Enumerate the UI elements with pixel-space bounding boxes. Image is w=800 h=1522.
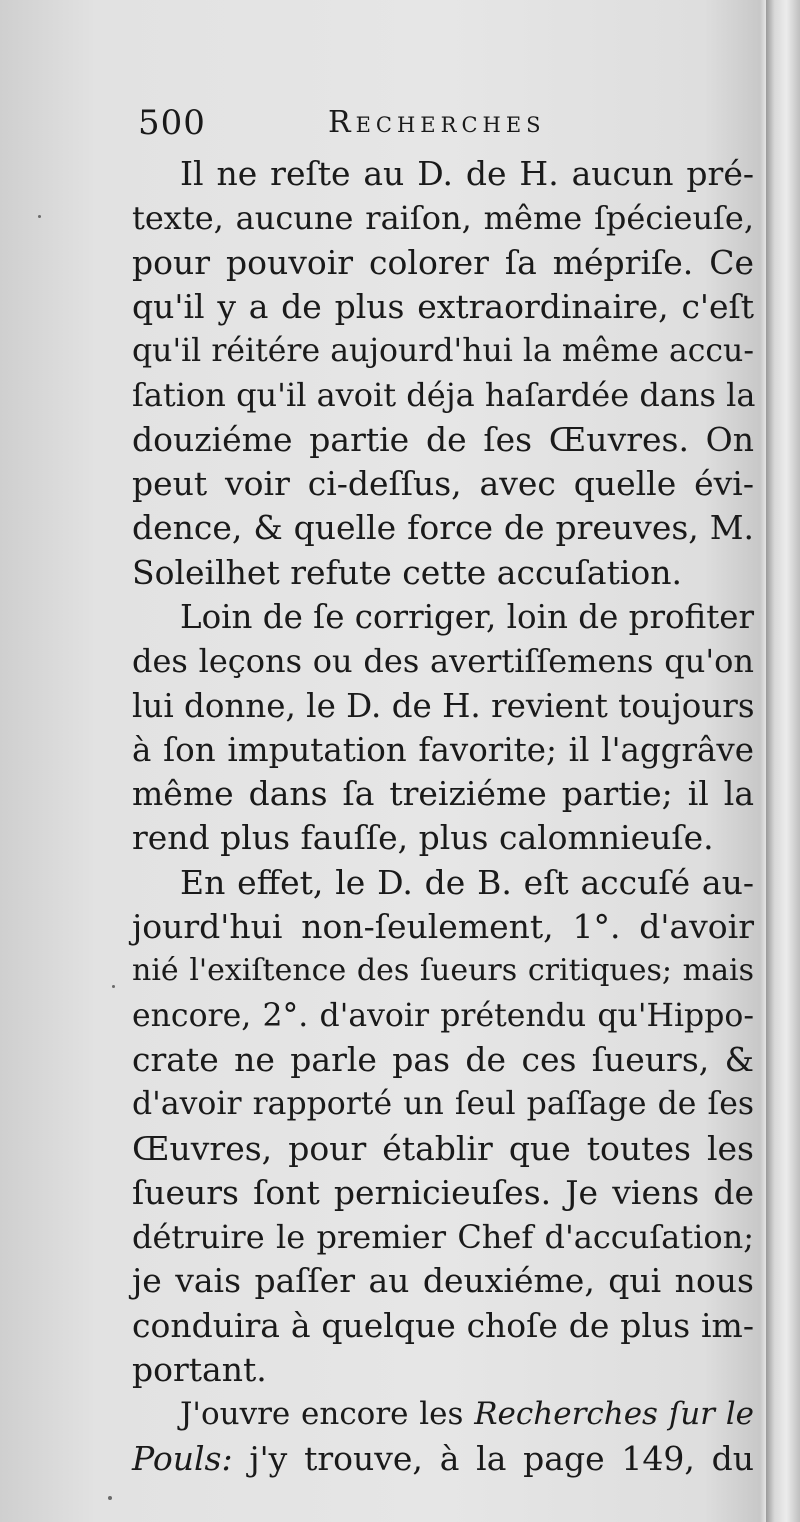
text-line: En effet, le D. de B. eſt accuſé au- bbox=[180, 862, 754, 902]
text-line: ſueurs ſont pernicieuſes. Je viens de bbox=[132, 1172, 754, 1212]
text-line: à ſon imputation favorite; il l'aggrâve bbox=[132, 730, 754, 769]
text-line: qu'il réitére aujourd'hui la même accu- bbox=[132, 333, 754, 370]
running-title: Recherches bbox=[328, 105, 546, 140]
paragraph-3 bbox=[132, 861, 754, 1393]
paper-speck bbox=[108, 1496, 112, 1500]
paragraph-2 bbox=[132, 595, 754, 861]
text-line: crate ne parle pas de ces ſueurs, & bbox=[132, 1039, 754, 1079]
paper-speck bbox=[112, 985, 115, 988]
text-line: Soleilhet refute cette accuſation. bbox=[132, 552, 683, 592]
text-line: lui donne, le D. de H. revient toujours bbox=[132, 686, 755, 725]
text-line: portant. bbox=[132, 1350, 267, 1390]
text-line: dence, & quelle force de preuves, M. bbox=[132, 508, 754, 548]
paragraph-1 bbox=[132, 152, 754, 595]
text-line: je vais paſſer au deuxiéme, qui nous bbox=[132, 1261, 754, 1301]
text-line: texte, aucune raiſon, même ſpécieuſe, bbox=[132, 199, 754, 238]
italic-title: Pouls: bbox=[132, 1438, 233, 1478]
paragraph-4 bbox=[132, 1392, 754, 1481]
text-line: d'avoir rapporté un ſeul paſſage de ſes bbox=[132, 1086, 754, 1123]
text-line: Œuvres, pour établir que toutes les bbox=[132, 1128, 754, 1168]
text-line: pour pouvoir colorer ſa mépriſe. Ce bbox=[132, 242, 754, 282]
text-line: nié l'exiſtence des ſueurs critiques; mais bbox=[132, 953, 754, 989]
text-line: rend plus fauſſe, plus calomnieuſe. bbox=[132, 818, 714, 858]
text-line: Il ne reſte au D. de H. aucun pré- bbox=[180, 154, 754, 193]
text-line: conduira à quelque choſe de plus im- bbox=[132, 1305, 754, 1345]
text-line: des leçons ou des avertiſſemens qu'on bbox=[132, 642, 754, 681]
text-line: ſation qu'il avoit déja haſardée dans la bbox=[132, 376, 756, 415]
text-run: J'ouvre encore les bbox=[180, 1396, 475, 1433]
italic-title: Recherches ſur le bbox=[474, 1396, 754, 1433]
paper-speck bbox=[38, 215, 41, 218]
text-line bbox=[132, 1437, 754, 1481]
text-line: qu'il y a de plus extraordinaire, c'eſt bbox=[132, 286, 754, 326]
page-number: 500 bbox=[138, 103, 206, 143]
text-line bbox=[132, 1392, 754, 1436]
text-line: Loin de ſe corriger, loin de profiter bbox=[180, 597, 755, 636]
text-line: douziéme partie de ſes Œuvres. On bbox=[132, 419, 754, 459]
text-line: peut voir ci-deſſus, avec quelle évi- bbox=[132, 464, 754, 504]
text-run: j'y trouve, à la page 149, du bbox=[232, 1438, 754, 1478]
text-line: même dans ſa treiziéme partie; il la bbox=[132, 774, 754, 814]
page-gutter-edge bbox=[766, 0, 800, 1522]
body-text bbox=[132, 152, 754, 1481]
text-line: détruire le premier Chef d'accuſation; bbox=[132, 1218, 754, 1257]
text-line: jourd'hui non-ſeulement, 1°. d'avoir bbox=[132, 907, 754, 947]
running-head bbox=[130, 98, 750, 148]
text-line: encore, 2°. d'avoir prétendu qu'Hippo- bbox=[132, 997, 754, 1034]
